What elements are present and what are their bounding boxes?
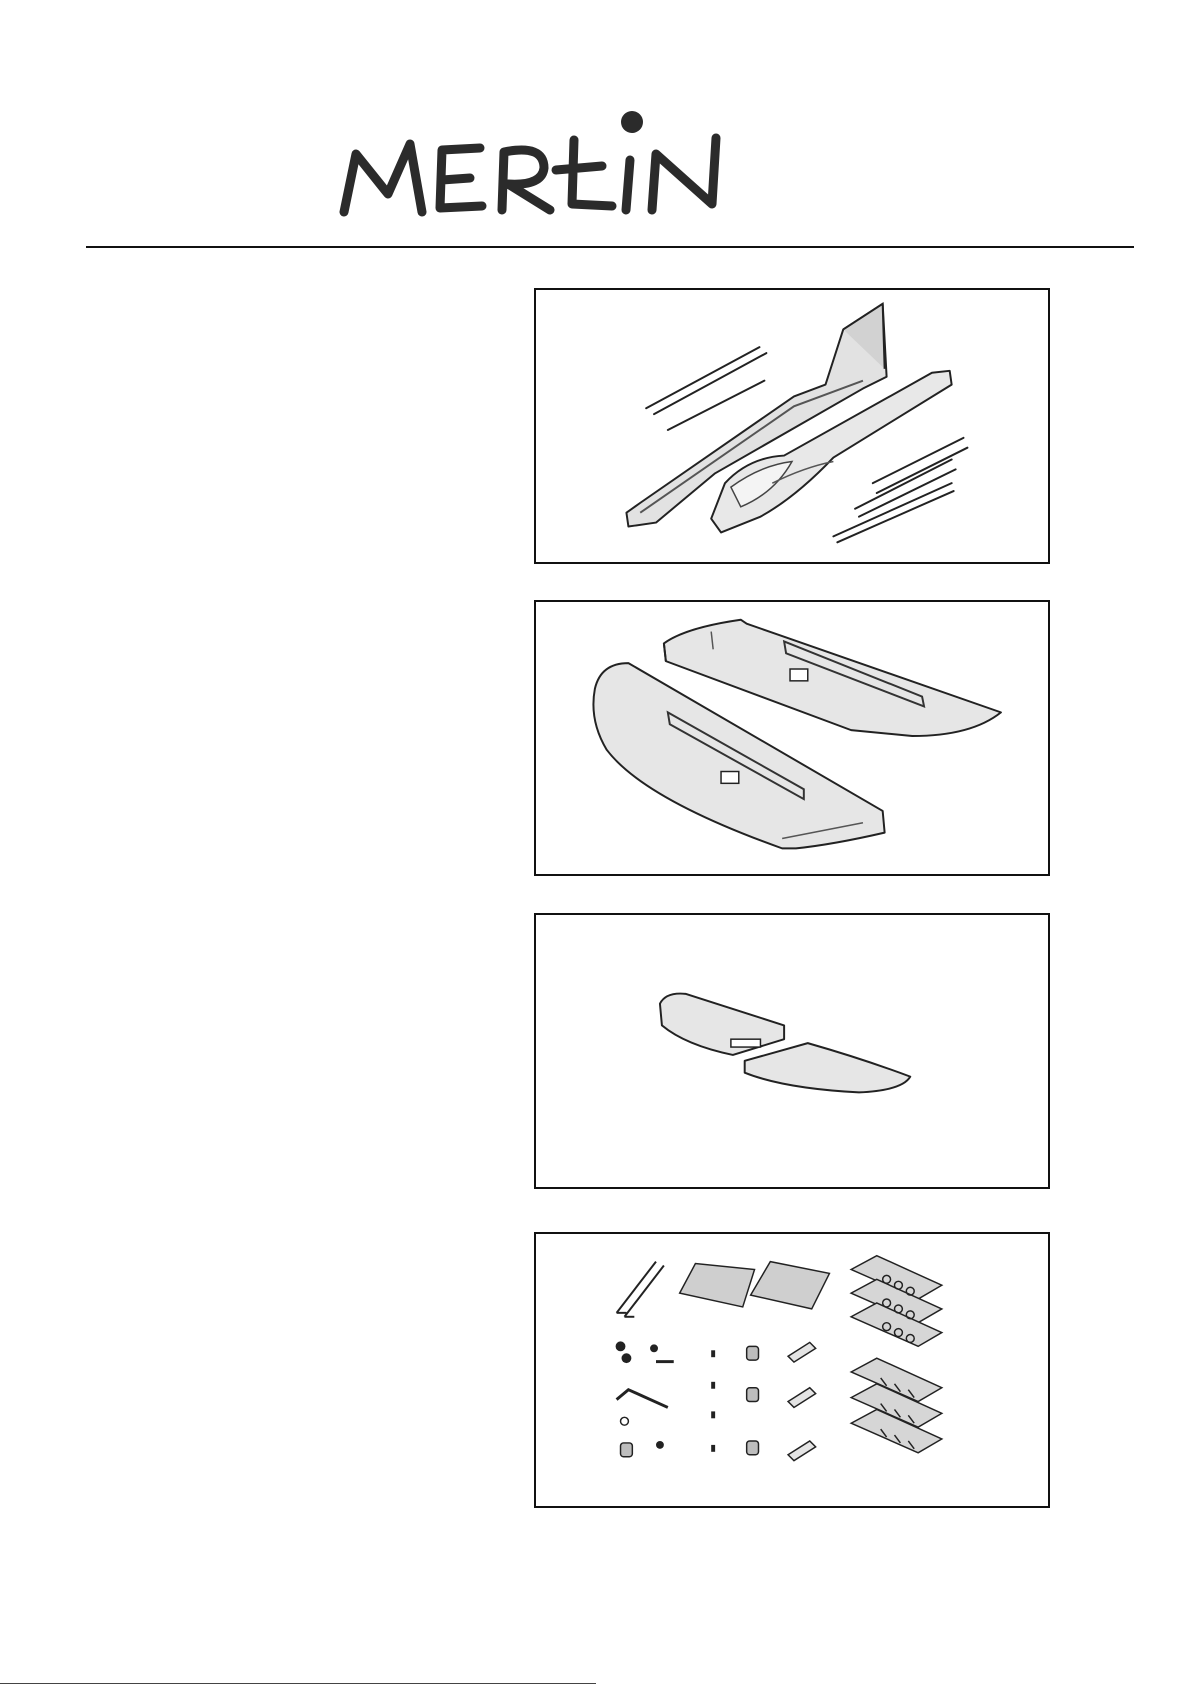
fuselage-illustration xyxy=(536,290,1048,562)
footer-rule xyxy=(0,1683,596,1684)
figure-wings xyxy=(534,600,1050,876)
figure-stabilizer xyxy=(534,913,1050,1189)
stabilizer-illustration xyxy=(536,915,1048,1187)
small-parts-illustration xyxy=(536,1234,1048,1506)
header-rule xyxy=(86,246,1134,248)
wings-illustration xyxy=(536,602,1048,874)
merlin-logo xyxy=(330,100,740,230)
figure-fuselage xyxy=(534,288,1050,564)
figure-small-parts xyxy=(534,1232,1050,1508)
